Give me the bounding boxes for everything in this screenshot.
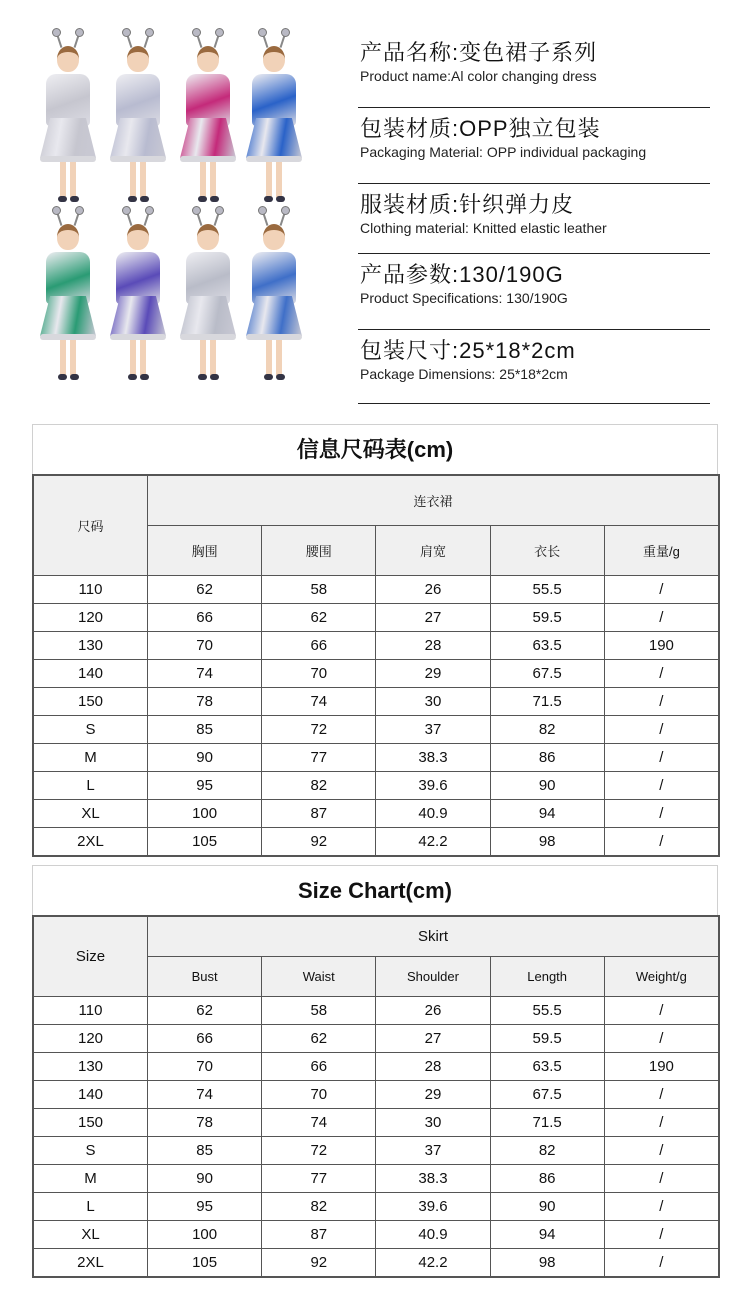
size-cell: 140 xyxy=(34,660,148,688)
value-cell: / xyxy=(604,800,718,828)
model-head xyxy=(263,46,285,72)
value-cell: 90 xyxy=(490,1193,604,1221)
product-info-list xyxy=(358,32,710,404)
antenna-ball xyxy=(281,28,290,37)
en-size-chart-title: Size Chart(cm) xyxy=(32,865,718,916)
table-row xyxy=(34,800,719,828)
value-cell: 190 xyxy=(604,1053,718,1081)
value-cell: 40.9 xyxy=(376,800,490,828)
value-cell: 72 xyxy=(262,716,376,744)
info-product-specifications xyxy=(358,254,710,330)
column-header: 胸围 xyxy=(148,526,262,576)
value-cell: 85 xyxy=(148,1137,262,1165)
value-cell: 95 xyxy=(148,1193,262,1221)
table-row xyxy=(34,604,719,632)
value-cell: 98 xyxy=(490,1249,604,1277)
value-cell: 37 xyxy=(376,1137,490,1165)
value-cell: 59.5 xyxy=(490,604,604,632)
value-cell: 27 xyxy=(376,604,490,632)
table-row xyxy=(34,828,719,856)
value-cell: 70 xyxy=(262,660,376,688)
size-cell: 130 xyxy=(34,632,148,660)
shoe xyxy=(70,196,79,202)
column-header: Shoulder xyxy=(376,957,490,997)
value-cell: 29 xyxy=(376,660,490,688)
info-cn-label: 产品参数:130/190G xyxy=(360,262,564,287)
value-cell: 71.5 xyxy=(490,1109,604,1137)
value-cell: 82 xyxy=(262,1193,376,1221)
value-cell: 74 xyxy=(148,1081,262,1109)
table-row xyxy=(34,1137,719,1165)
model-head xyxy=(197,46,219,72)
value-cell: 62 xyxy=(262,604,376,632)
value-cell: 63.5 xyxy=(490,1053,604,1081)
info-product-name xyxy=(358,32,710,108)
value-cell: 77 xyxy=(262,744,376,772)
value-cell: 58 xyxy=(262,576,376,604)
size-cell: 110 xyxy=(34,997,148,1025)
shoe xyxy=(264,196,273,202)
table-row xyxy=(34,1193,719,1221)
value-cell: / xyxy=(604,1109,718,1137)
model-photo xyxy=(176,210,240,382)
value-cell: 86 xyxy=(490,744,604,772)
value-cell: 59.5 xyxy=(490,1025,604,1053)
table-row xyxy=(34,576,719,604)
info-cn-label: 包装尺寸:25*18*2cm xyxy=(360,338,576,363)
value-cell: 95 xyxy=(148,772,262,800)
shoe xyxy=(210,374,219,380)
value-cell: 98 xyxy=(490,828,604,856)
value-cell: / xyxy=(604,772,718,800)
model-legs xyxy=(130,340,146,376)
antenna-ball xyxy=(145,28,154,37)
size-cell: M xyxy=(34,744,148,772)
shoe xyxy=(264,374,273,380)
size-cell: L xyxy=(34,1193,148,1221)
value-cell: / xyxy=(604,997,718,1025)
value-cell: 39.6 xyxy=(376,1193,490,1221)
size-cell: M xyxy=(34,1165,148,1193)
value-cell: 82 xyxy=(490,716,604,744)
value-cell: 58 xyxy=(262,997,376,1025)
size-cell: XL xyxy=(34,1221,148,1249)
shoe xyxy=(58,374,67,380)
value-cell: / xyxy=(604,576,718,604)
model-legs xyxy=(266,340,282,376)
model-head xyxy=(263,224,285,250)
info-clothing-material xyxy=(358,184,710,254)
value-cell: 27 xyxy=(376,1025,490,1053)
value-cell: / xyxy=(604,604,718,632)
antenna-ball xyxy=(122,28,131,37)
table-row xyxy=(34,772,719,800)
model-photo xyxy=(106,32,170,204)
antenna-ball xyxy=(281,206,290,215)
info-en-label: Product Specifications: 130/190G xyxy=(360,290,568,306)
group-header: 连衣裙 xyxy=(148,476,719,526)
value-cell: 90 xyxy=(490,772,604,800)
column-header: 重量/g xyxy=(604,526,718,576)
info-package-dimensions xyxy=(358,330,710,404)
value-cell: 26 xyxy=(376,576,490,604)
value-cell: / xyxy=(604,1249,718,1277)
size-cell: 130 xyxy=(34,1053,148,1081)
antenna-ball xyxy=(215,28,224,37)
value-cell: 42.2 xyxy=(376,1249,490,1277)
shoe xyxy=(198,196,207,202)
info-en-label: Product name:Al color changing dress xyxy=(360,68,597,84)
antenna-ball xyxy=(122,206,131,215)
shoe xyxy=(58,196,67,202)
value-cell: / xyxy=(604,1081,718,1109)
table-row xyxy=(34,660,719,688)
model-photo xyxy=(242,210,306,382)
size-cell: 120 xyxy=(34,604,148,632)
value-cell: 37 xyxy=(376,716,490,744)
model-head xyxy=(127,46,149,72)
value-cell: 70 xyxy=(262,1081,376,1109)
size-cell: L xyxy=(34,772,148,800)
size-cell: S xyxy=(34,716,148,744)
size-cell: 110 xyxy=(34,576,148,604)
info-en-label: Clothing material: Knitted elastic leather xyxy=(360,220,607,236)
value-cell: 40.9 xyxy=(376,1221,490,1249)
table-row xyxy=(34,997,719,1025)
value-cell: 70 xyxy=(148,632,262,660)
antenna-ball xyxy=(75,28,84,37)
value-cell: / xyxy=(604,660,718,688)
antenna-ball xyxy=(258,206,267,215)
value-cell: 38.3 xyxy=(376,1165,490,1193)
shoe xyxy=(70,374,79,380)
table-row xyxy=(34,632,719,660)
value-cell: / xyxy=(604,744,718,772)
model-photo xyxy=(242,32,306,204)
model-legs xyxy=(130,162,146,198)
value-cell: 55.5 xyxy=(490,576,604,604)
model-head xyxy=(57,224,79,250)
value-cell: 100 xyxy=(148,800,262,828)
value-cell: 105 xyxy=(148,828,262,856)
value-cell: / xyxy=(604,828,718,856)
value-cell: 105 xyxy=(148,1249,262,1277)
value-cell: 66 xyxy=(262,632,376,660)
model-photo xyxy=(176,32,240,204)
size-cell: 150 xyxy=(34,1109,148,1137)
value-cell: 38.3 xyxy=(376,744,490,772)
antenna-ball xyxy=(192,28,201,37)
model-legs xyxy=(200,340,216,376)
value-cell: 74 xyxy=(262,688,376,716)
cn-size-chart xyxy=(32,474,720,857)
value-cell: 92 xyxy=(262,828,376,856)
model-photo xyxy=(36,32,100,204)
group-header: Skirt xyxy=(148,917,719,957)
value-cell: 100 xyxy=(148,1221,262,1249)
shoe xyxy=(210,196,219,202)
value-cell: / xyxy=(604,1221,718,1249)
model-photo xyxy=(106,210,170,382)
value-cell: 66 xyxy=(148,1025,262,1053)
table-row xyxy=(34,1249,719,1277)
size-header: Size xyxy=(34,917,148,997)
value-cell: 90 xyxy=(148,744,262,772)
info-cn-label: 产品名称:变色裙子系列 xyxy=(360,40,598,65)
column-header: 腰围 xyxy=(262,526,376,576)
cn-size-chart-title: 信息尺码表(cm) xyxy=(32,424,718,475)
value-cell: 39.6 xyxy=(376,772,490,800)
antenna-ball xyxy=(145,206,154,215)
table-row xyxy=(34,1053,719,1081)
value-cell: 55.5 xyxy=(490,997,604,1025)
value-cell: 77 xyxy=(262,1165,376,1193)
table-row xyxy=(34,744,719,772)
shoe xyxy=(128,196,137,202)
value-cell: 28 xyxy=(376,1053,490,1081)
column-header: Length xyxy=(490,957,604,997)
value-cell: 90 xyxy=(148,1165,262,1193)
value-cell: 66 xyxy=(262,1053,376,1081)
value-cell: 70 xyxy=(148,1053,262,1081)
shoe xyxy=(276,196,285,202)
size-cell: 2XL xyxy=(34,1249,148,1277)
value-cell: 82 xyxy=(262,772,376,800)
value-cell: 30 xyxy=(376,1109,490,1137)
antenna-ball xyxy=(258,28,267,37)
value-cell: 63.5 xyxy=(490,632,604,660)
model-head xyxy=(57,46,79,72)
value-cell: 28 xyxy=(376,632,490,660)
value-cell: 26 xyxy=(376,997,490,1025)
antenna-ball xyxy=(75,206,84,215)
en-size-chart xyxy=(32,915,720,1278)
size-cell: 120 xyxy=(34,1025,148,1053)
size-cell: 2XL xyxy=(34,828,148,856)
table-row xyxy=(34,1165,719,1193)
value-cell: / xyxy=(604,716,718,744)
value-cell: / xyxy=(604,1137,718,1165)
value-cell: 30 xyxy=(376,688,490,716)
size-cell: 150 xyxy=(34,688,148,716)
size-cell: S xyxy=(34,1137,148,1165)
value-cell: / xyxy=(604,1025,718,1053)
value-cell: 78 xyxy=(148,1109,262,1137)
size-cell: 140 xyxy=(34,1081,148,1109)
info-cn-label: 包装材质:OPP独立包装 xyxy=(360,116,601,141)
value-cell: / xyxy=(604,1193,718,1221)
antenna-ball xyxy=(215,206,224,215)
value-cell: 86 xyxy=(490,1165,604,1193)
value-cell: 62 xyxy=(148,997,262,1025)
value-cell: 62 xyxy=(262,1025,376,1053)
shoe xyxy=(140,374,149,380)
info-cn-label: 服装材质:针织弹力皮 xyxy=(360,192,575,217)
table-row xyxy=(34,688,719,716)
value-cell: 87 xyxy=(262,1221,376,1249)
value-cell: 78 xyxy=(148,688,262,716)
shoe xyxy=(276,374,285,380)
product-photo-collage xyxy=(30,22,306,392)
value-cell: / xyxy=(604,1165,718,1193)
en-table-body xyxy=(34,997,719,1277)
value-cell: / xyxy=(604,688,718,716)
info-en-label: Packaging Material: OPP individual packaging xyxy=(360,144,647,160)
column-header: 肩宽 xyxy=(376,526,490,576)
value-cell: 67.5 xyxy=(490,1081,604,1109)
shoe xyxy=(198,374,207,380)
model-head xyxy=(127,224,149,250)
column-header: Weight/g xyxy=(604,957,718,997)
value-cell: 67.5 xyxy=(490,660,604,688)
model-legs xyxy=(266,162,282,198)
cn-table-body xyxy=(34,576,719,856)
value-cell: 87 xyxy=(262,800,376,828)
antenna-ball xyxy=(192,206,201,215)
value-cell: 74 xyxy=(148,660,262,688)
model-legs xyxy=(60,162,76,198)
value-cell: 62 xyxy=(148,576,262,604)
antenna-ball xyxy=(52,28,61,37)
value-cell: 94 xyxy=(490,800,604,828)
value-cell: 42.2 xyxy=(376,828,490,856)
table-row xyxy=(34,1081,719,1109)
value-cell: 94 xyxy=(490,1221,604,1249)
value-cell: 82 xyxy=(490,1137,604,1165)
table-row xyxy=(34,716,719,744)
value-cell: 92 xyxy=(262,1249,376,1277)
table-row xyxy=(34,1025,719,1053)
shoe xyxy=(128,374,137,380)
value-cell: 190 xyxy=(604,632,718,660)
size-cell: XL xyxy=(34,800,148,828)
column-header: Waist xyxy=(262,957,376,997)
value-cell: 29 xyxy=(376,1081,490,1109)
model-head xyxy=(197,224,219,250)
info-en-label: Package Dimensions: 25*18*2cm xyxy=(360,366,568,382)
antenna-ball xyxy=(52,206,61,215)
model-legs xyxy=(60,340,76,376)
column-header: 衣长 xyxy=(490,526,604,576)
model-legs xyxy=(200,162,216,198)
value-cell: 71.5 xyxy=(490,688,604,716)
column-header: Bust xyxy=(148,957,262,997)
value-cell: 66 xyxy=(148,604,262,632)
value-cell: 85 xyxy=(148,716,262,744)
model-photo xyxy=(36,210,100,382)
info-packaging-material xyxy=(358,108,710,184)
size-header: 尺码 xyxy=(34,476,148,576)
table-row xyxy=(34,1109,719,1137)
table-row xyxy=(34,1221,719,1249)
value-cell: 72 xyxy=(262,1137,376,1165)
value-cell: 74 xyxy=(262,1109,376,1137)
shoe xyxy=(140,196,149,202)
